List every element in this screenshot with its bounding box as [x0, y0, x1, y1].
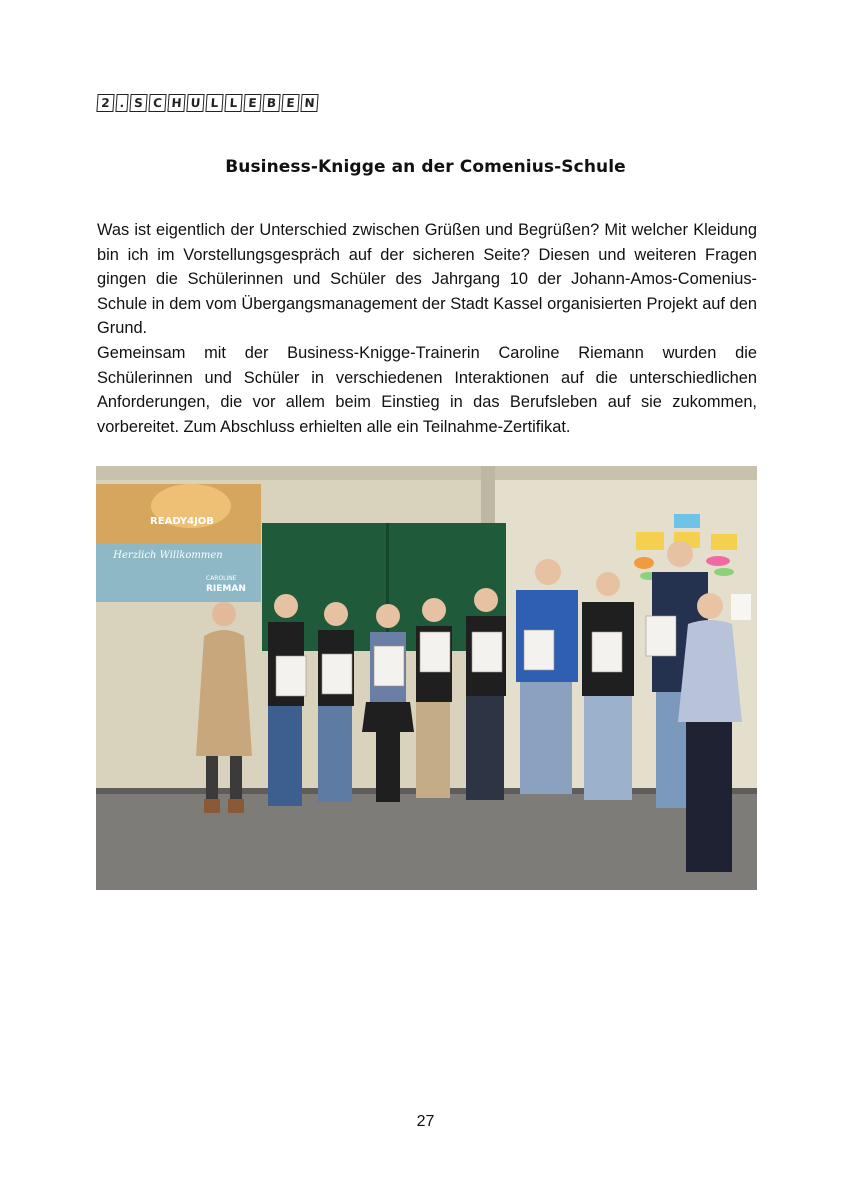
page-number: 27: [416, 1113, 435, 1130]
section-char: S: [129, 94, 147, 112]
article-body: [97, 218, 757, 439]
screen-brand-top: CAROLINE: [206, 575, 237, 582]
section-char: 2: [96, 94, 114, 112]
group-photo-illustration: [96, 466, 757, 890]
section-char: .: [115, 94, 128, 112]
section-char: C: [148, 94, 166, 112]
section-char: L: [205, 94, 223, 112]
section-char: U: [186, 94, 204, 112]
article-paragraph-2: Gemeinsam mit der Business-Knigge-Trainerin Caroline Riemann wurden die Schülerinnen und Schüler in verschiedenen Interaktionen auf die unterschiedlichen Anforderungen, die vor allem beim Einstieg in das Berufsleben auf sie zukommen, vorbereitet. Zum Abschluss erhielten alle ein Teilnahme-Zertifikat.: [97, 343, 757, 436]
projection-screen: [96, 484, 261, 602]
screen-brand-bottom: RIEMAN: [206, 584, 246, 594]
screen-greeting: Herzlich Willkommen: [113, 550, 223, 561]
screen-logo: READY4JOB: [150, 516, 214, 527]
section-char: B: [262, 94, 280, 112]
section-char: E: [281, 94, 299, 112]
group-photo: [96, 466, 757, 890]
section-char: H: [167, 94, 185, 112]
article-paragraph-1: Was ist eigentlich der Unterschied zwischen Grüßen und Begrüßen? Mit welcher Kleidung bin ich im Vorstellungsgespräch auf der sicheren Seite? Diesen und weiteren Fragen gingen die Schülerinnen und Schüler des Jahrgang 10 der Johann-Amos-Comenius-Schule in dem vom Übergangsmanagement der Stadt Kassel organisierten Projekt auf den Grund.: [97, 221, 757, 338]
section-label: [97, 94, 318, 112]
article-title: Business-Knigge an der Comenius-Schule: [225, 157, 626, 177]
section-char: N: [300, 94, 318, 112]
section-char: L: [224, 94, 242, 112]
section-char: E: [243, 94, 261, 112]
